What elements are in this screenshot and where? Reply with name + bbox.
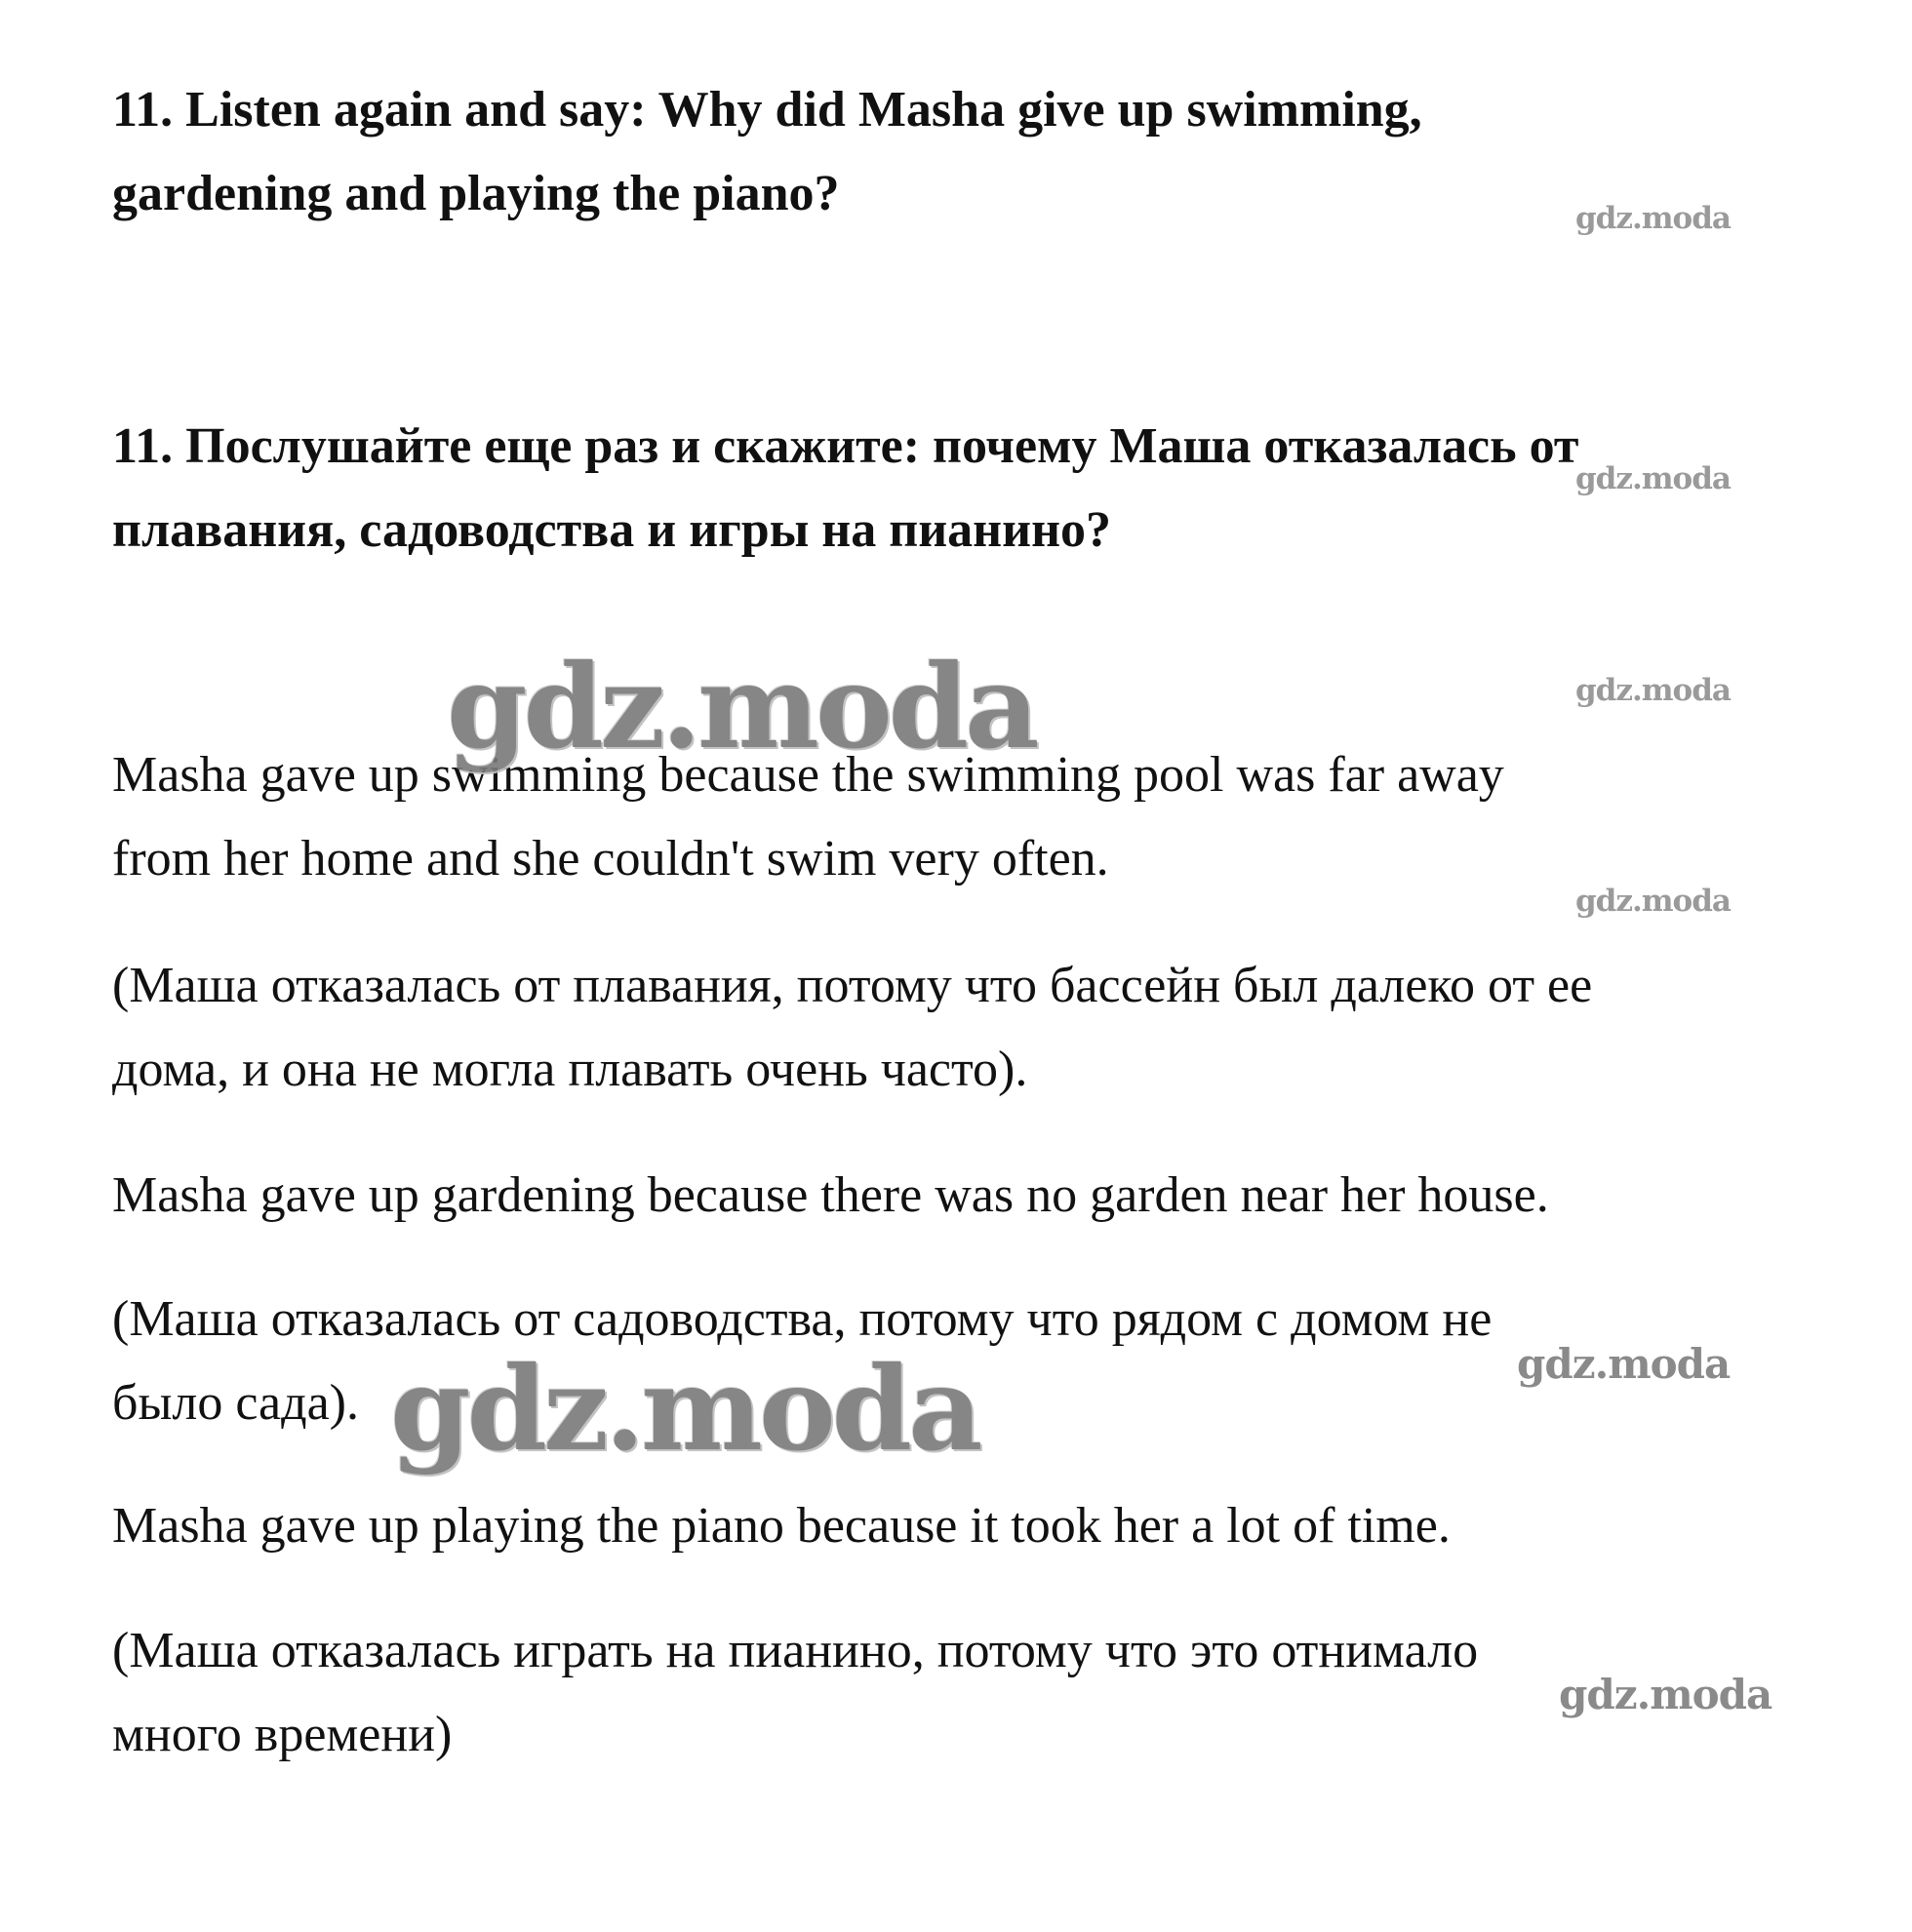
watermark: gdz.moda	[1575, 673, 1731, 708]
answer-3-ru	[112, 1609, 1478, 1777]
answer-2-ru-line-2: было сада).	[112, 1375, 359, 1431]
answer-1-ru-line-2: дома, и она не могла плавать очень часто).	[112, 1042, 1028, 1097]
watermark: gdz.moda	[1575, 201, 1731, 236]
watermark: gdz.moda	[1559, 1671, 1773, 1718]
answer-2-ru-line-1: (Маша отказалась от садоводства, потому что рядом с домом не	[112, 1291, 1493, 1347]
answer-1-en-line-2: from her home and she couldn't swim very often.	[112, 831, 1109, 887]
heading-ru-line-2: плавания, садоводства и игры на пианино?	[112, 502, 1112, 558]
answer-2-en-line-1: Masha gave up gardening because there was no garden near her house.	[112, 1167, 1549, 1223]
watermark-large: gdz.moda	[447, 639, 1036, 774]
exercise-heading-en	[112, 68, 1422, 236]
heading-en-line-1: 11. Listen again and say: Why did Masha give up swimming,	[112, 82, 1422, 138]
heading-ru-line-1: 11. Послушайте еще раз и скажите: почему Маша отказалась от	[112, 418, 1579, 474]
answer-3-en-line-1: Masha gave up playing the piano because it took her a lot of time.	[112, 1498, 1451, 1554]
watermark: gdz.moda	[1575, 461, 1731, 496]
watermark: gdz.moda	[1517, 1340, 1731, 1388]
answer-1-ru-line-1: (Маша отказалась от плавания, потому что бассейн был далеко от ее	[112, 958, 1593, 1013]
answer-2-en	[112, 1154, 1549, 1238]
answer-3-ru-line-2: много времени)	[112, 1707, 453, 1762]
watermark: gdz.moda	[1575, 884, 1731, 919]
answer-3-en	[112, 1484, 1451, 1568]
heading-en-line-2: gardening and playing the piano?	[112, 166, 840, 221]
answer-1-en-line-1: Masha gave up swimming because the swimming pool was far away	[112, 747, 1504, 803]
answer-3-ru-line-1: (Маша отказалась играть на пианино, потому что это отнимало	[112, 1623, 1479, 1678]
watermark-large: gdz.moda	[390, 1341, 979, 1477]
answer-1-ru	[112, 944, 1592, 1112]
exercise-heading-ru	[112, 405, 1578, 572]
